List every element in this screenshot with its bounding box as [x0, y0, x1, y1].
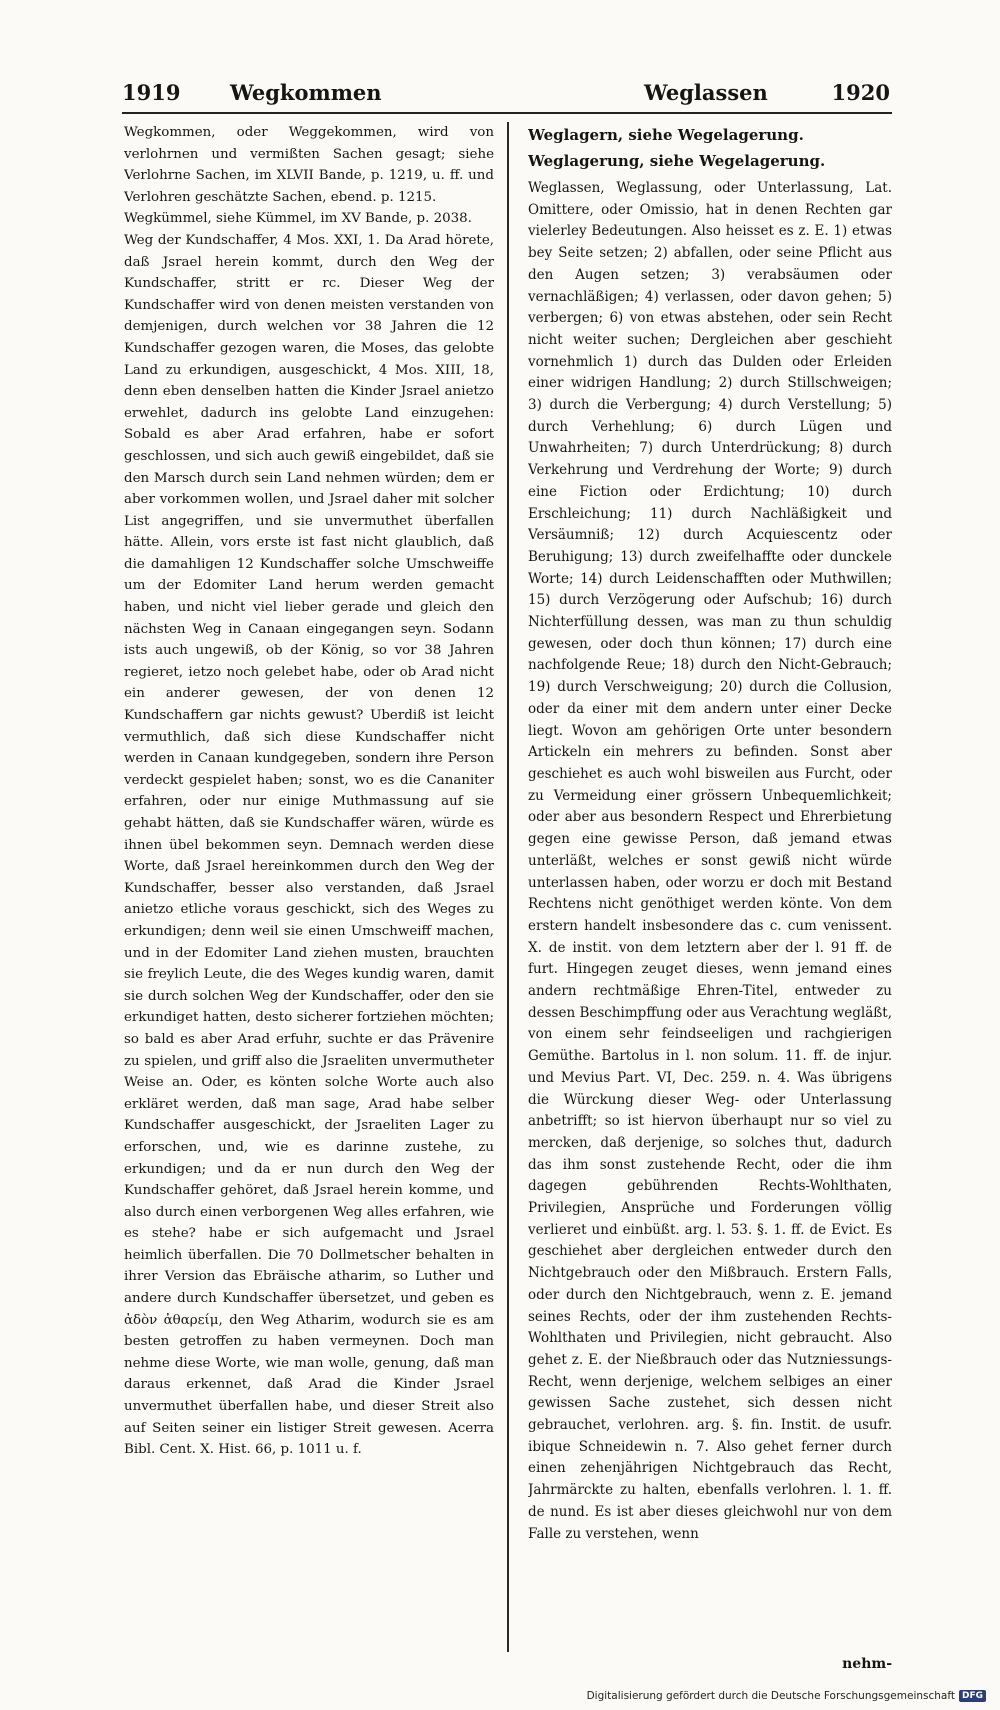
- catchword: nehm-: [842, 1656, 892, 1672]
- page-number-left: 1919: [122, 80, 181, 105]
- digitization-footer: [587, 1690, 986, 1702]
- footer-text: Digitalisierung gefördert durch die Deutsche Forschungsgemeinschaft: [586, 1690, 955, 1702]
- entry-weglassen: Weglassen, Weglassung, oder Unterlassung, Lat. Omittere, oder Omissio, hat in denen Rechten gar vielerley Bedeutungen. Also heisset es z. E. 1) etwas bey Seite setzen; 2) abfallen, oder seine Pflicht aus den Augen setzen; 3) verabsäumen oder vernachläßigen; 4) verlassen, oder davon gehen; 5) verbergen; 6) von etwas abstehen, oder sein Recht nicht weiter suchen; Dergleichen aber geschieht vornehmlich 1) durch das Dulden oder Erleiden einer widrigen Handlung; 2) durch Stillschweigen; 3) durch die Verbergung; 4) durch Verstellung; 5) durch Verhehlung; 6) durch Lügen und Unwahrheiten; 7) durch Unterdrückung; 8) durch Verkehrung und Verdrehung der Worte; 9) durch eine Fiction oder Erdichtung; 10) durch Erschleichung; 11) durch Nachläßigkeit und Versäumniß; 12) durch Acquiescentz oder Beruhigung; 13) durch zweifelhaffte oder dunckele Worte; 14) durch Leidenschafften oder Muthwillen; 15) durch Verzögerung oder Aufschub; 16) durch Nichterfüllung dessen, was man zu thun schuldig gewesen, oder doch thun können; 17) durch eine nachfolgende Reue; 18) durch den Nicht-Gebrauch; 19) durch Verschweigung; 20) durch die Collusion, oder da einer mit dem andern unter einer Decke liegt. Wovon am gehörigen Orte unter besondern Artickeln ein mehrers zu befinden. Sonst aber geschiehet es auch wohl bisweilen aus Furcht, oder zu Vermeidung einer grössern Unbequemlichkeit; oder aber aus besondern Respect und Ehrerbietung gegen eine gewisse Person, daß jemand etwas unterläßt, welches er sonst gewiß nicht würde unterlassen haben, oder worzu er doch mit Bestand Rechtens nicht genöthiget werden könte. Von dem erstern handelt insbesondere das c. cum venissent. X. de instit. von dem letztern aber der l. 91 ff. de furt. Hingegen zeuget dieses, wenn jemand eines andern rechtmäßige Ehren-Titel, entweder zu dessen Beschimpffung oder aus Verachtung wegläßt, von einem sehr feindseeligen und rachgierigen Gemüthe. Bartolus in l. non solum. 11. ff. de injur. und Mevius Part. VI, Dec. 259. n. 4. Was übrigens die Würckung dieser Weg- oder Unterlassung anbetrifft; so ist hiervon überhaupt nur so viel zu mercken, daß derjenige, so solches thut, dadurch das ihm sonst zustehende Recht, oder die ihm dagegen gebührenden Rechts-Wohlthaten, Privilegien, Ansprüche und Forderungen völlig verlieret und einbüßt. arg. l. 53. §. 1. ff. de Evict. Es geschiehet aber dergleichen entweder durch den Nichtgebrauch oder den Mißbrauch. Erstern Falls, oder durch den Nichtgebrauch, wenn z. E. jemand seines Rechts, oder der ihm zustehenden Rechts-Wohlthaten und Privilegien, nicht gebraucht. Also gehet z. E. der Nießbrauch oder das Nutzniessungs-Recht, wenn derjenige, welchem selbiges an einer gewissen Sache zustehet, sich dessen nicht gebrauchet, verlohren. arg. §. fin. Instit. de usufr. ibique Schneidewin n. 7. Also gehet ferner durch einen zehenjährigen Nichtgebrauch das Recht, Jahrmärckte zu halten, ebenfalls verlohren. l. 1. ff. de nund. Es ist aber dieses gleichwohl nur von dem Falle zu verstehen, wenn: [528, 180, 892, 1542]
- entry-weglagern: Weglagern, siehe Wegelagerung.: [528, 126, 804, 144]
- page-number-right: 1920: [831, 80, 890, 105]
- entry-weglagerung: Weglagerung, siehe Wegelagerung.: [528, 152, 826, 170]
- right-column: [528, 122, 892, 1650]
- header-title-left: Wegkommen: [230, 80, 382, 105]
- running-header: [122, 78, 890, 112]
- header-rule: [122, 112, 892, 114]
- entry-weg-der-kundschaffer: Weg der Kundschaffer, 4 Mos. XXI, 1. Da Arad hörete, daß Jsrael herein kommt, durch den Weg der Kundschaffer, stritt er rc. Dieser Weg der Kundschaffer wird von denen meisten verstanden von demjenigen, durch welchen vor 38 Jahren die 12 Kundschaffer gezogen waren, die Moses, das gelobte Land zu erkundigen, ausgeschickt, 4 Mos. XIII, 18, denn eben denselben hatten die Kinder Jsrael anietzo erwehlet, dadurch ins gelobte Land einzugehen: Sobald es aber Arad erfahren, habe er sofort geschlossen, und sich auch gewiß eingebildet, daß sie den Marsch durch sein Land nehmen würden; dem er aber vorkommen wollen, und Jsrael daher mit solcher List angegriffen, und sie unvermuthet überfallen hätte. Allein, vors erste ist fast nicht glaublich, daß die damahligen 12 Kundschaffer solche Umschweiffe um der Edomiter Land herum werden gemacht haben, und nicht viel lieber gerade und gleich den nächsten Weg in Canaan eingegangen seyn. Sodann ists auch ungewiß, ob der König, so vor 38 Jahren regieret, ietzo noch gelebet habe, oder ob Arad nicht ein anderer gewesen, der von denen 12 Kundschaffern gar nichts gewust? Uberdiß ist leicht vermuthlich, daß sich diese Kundschaffer nicht werden in Canaan kundgegeben, sondern ihre Person verdeckt gespielet haben; sonst, wo es die Cananiter erfahren, oder nur einige Muthmassung auf sie gehabt hätten, daß sie Kundschaffer wären, würde es ihnen übel bekommen seyn. Demnach werden diese Worte, daß Jsrael hereinkommen durch den Weg der Kundschaffer, besser also verstanden, daß Jsrael anietzo etliche voraus geschickt, sich des Weges zu erkundigen; denn weil sie einen Umschweiff machen, und in der Edomiter Land ziehen musten, brauchten sie freylich Leute, die des Weges kundig waren, damit sie durch solchen Weg der Kundschaffer, oder den sie erkundiget hatten, desto sicherer fortziehen möchten; so bald es aber Arad erfuhr, suchte er das Prävenire zu spielen, und griff also die Jsraeliten unvermutheter Weise an. Oder, es könten solche Worte auch also erkläret werden, daß man sage, Arad habe selber Kundschaffer ausgeschickt, der Jsraeliten Lager zu erforschen, und, wie es darinne zustehe, zu erkundigen; und da er nun durch den Weg der Kundschaffer gehöret, daß Jsrael herein komme, und also durch einen verborgenen Weg alles erfahren, wie es stehe? habe er sich aufgemacht und Jsrael heimlich überfallen. Die 70 Dollmetscher behalten in ihrer Version das Ebräische atharim, so Luther und andere durch Kundschaffer übersetzet, und geben es ἀδὸν ἀθαρείμ, den Weg Atharim, wodurch sie es am besten getroffen zu haben vermeynen. Doch man nehme diese Worte, wie man wolle, genung, daß man daraus erkennet, daß Arad die Kinder Jsrael unvermuthet überfallen habe, und dieser Streit also auf Seiten seiner ein listiger Streit gewesen. Acerra Bibl. Cent. X. Hist. 66, p. 1011 u. f.: [124, 232, 494, 1458]
- header-title-right: Weglassen: [644, 80, 768, 105]
- column-divider: [507, 122, 509, 1652]
- entry-wegkommen: Wegkommen, oder Weggekommen, wird von verlohrnen und vermißten Sachen gesagt; siehe Verlohrne Sachen, im XLVII Bande, p. 1219, u. ff. und Verlohren geschätzte Sachen, ebend. p. 1215.: [124, 125, 494, 205]
- dfg-logo: DFG: [959, 1690, 986, 1702]
- entry-wegkuemmel: Wegkümmel, siehe Kümmel, im XV Bande, p. 2038.: [124, 211, 472, 227]
- left-column: [124, 122, 494, 1650]
